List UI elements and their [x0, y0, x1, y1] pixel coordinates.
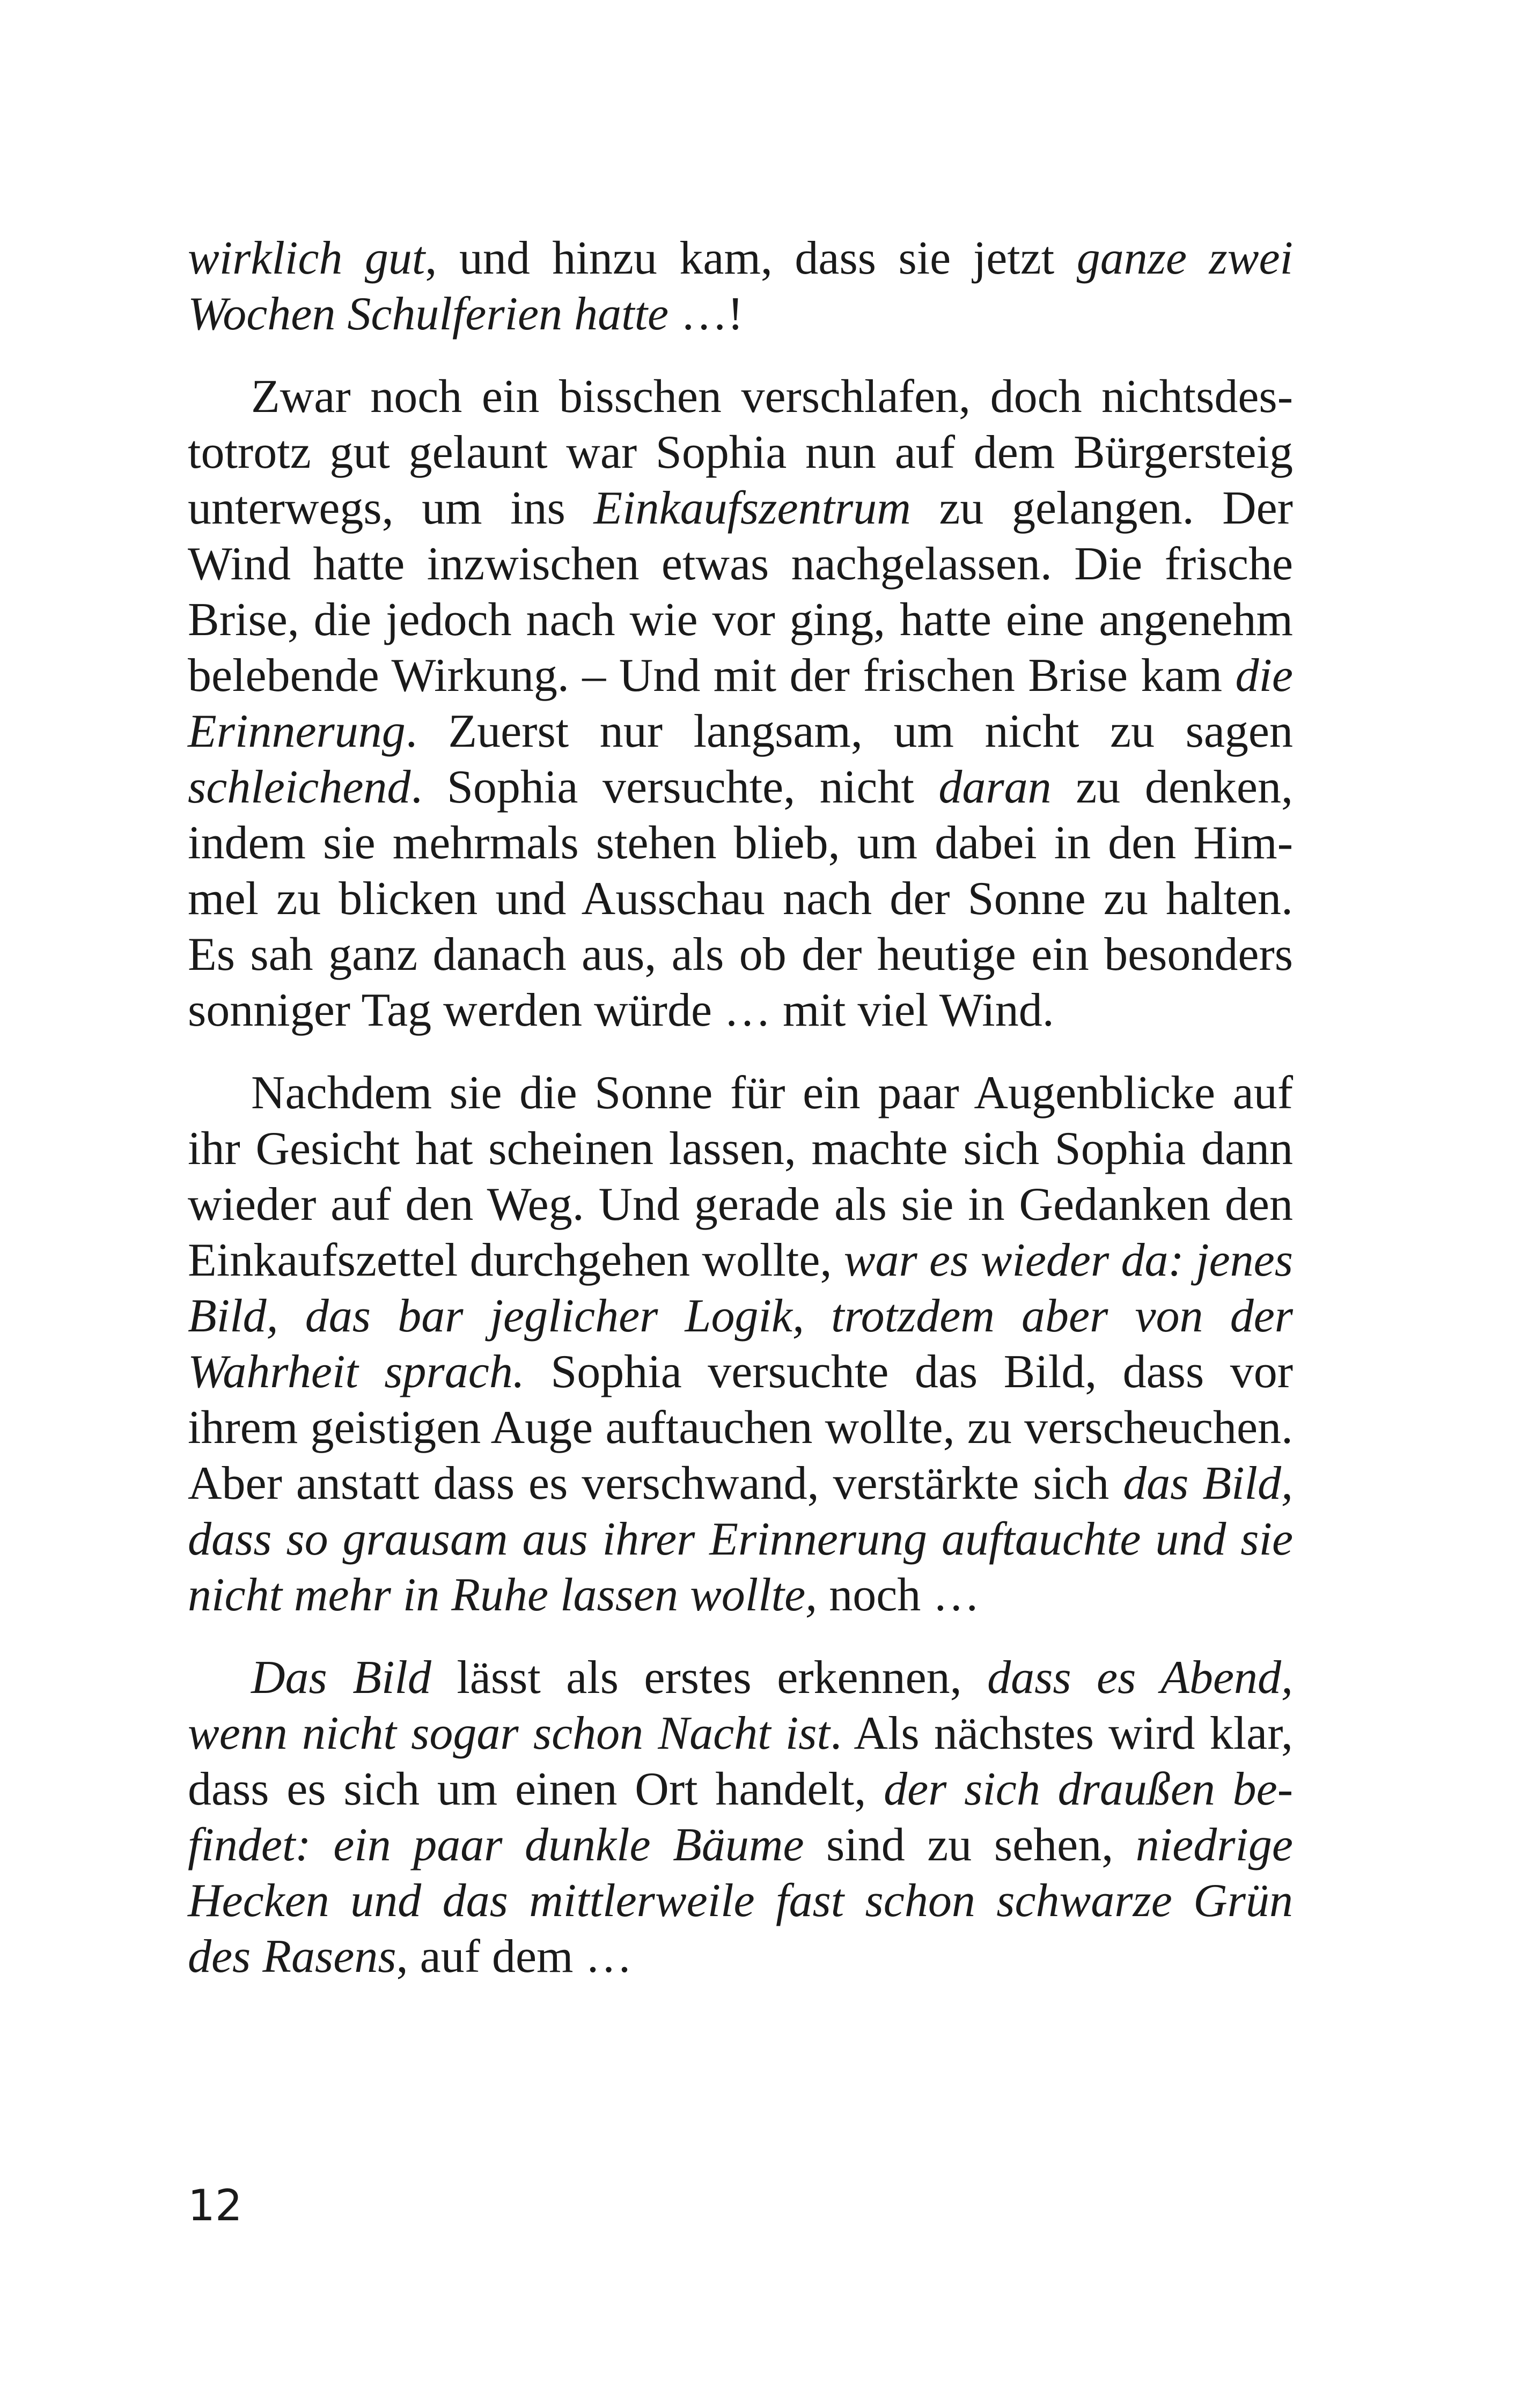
- italic-text-segment: dass es Abend, wenn nicht sogar schon Nacht ist: [188, 1652, 1293, 1759]
- italic-text-segment: wirklich gut: [188, 232, 425, 284]
- paragraph-4: [188, 1650, 1293, 1985]
- text-segment: Nachdem sie die Sonne für ein paar Augenblicke auf ihr Gesicht hat scheinen lassen, machte sich Sophia dann wieder auf den Weg. Und gerade als sie in Gedanken den Einkaufszettel durchgehen wollte,: [188, 1067, 1293, 1286]
- text-segment: , auf dem …: [396, 1931, 633, 1983]
- paragraph-1: [188, 231, 1293, 342]
- italic-text-segment: die Erinnerung: [188, 650, 1293, 757]
- italic-text-segment: das Bild, dass so grausam aus ihrer Erinnerung auftauchte und sie nicht mehr in Ruhe lassen wollte,: [188, 1457, 1293, 1621]
- paragraph-2: [188, 369, 1293, 1039]
- text-segment: zu denken, indem sie mehrmals stehen blieb, um dabei in den Himmel zu blicken und Ausschau nach der Sonne zu halten. Es sah ganz danach aus, als ob der heutige ein besonders sonniger Tag werden würde … mit viel Wind.: [188, 761, 1293, 1036]
- text-segment: . Als nächstes wird klar, dass es sich um einen Ort handelt,: [188, 1707, 1293, 1815]
- italic-text-segment: ganze zwei Wochen Schulferien hatte: [188, 232, 1293, 340]
- italic-text-segment: daran: [938, 761, 1052, 813]
- paragraph-3: [188, 1065, 1293, 1623]
- text-segment: zu gelangen. Der Wind hatte inzwischen etwas nachgelassen. Die frische Brise, die jedoch nach wie vor ging, hatte eine angenehm belebende Wirkung. – Und mit der frischen Brise kam: [188, 482, 1293, 702]
- text-segment: . Zuerst nur langsam, um nicht zu sagen: [405, 705, 1293, 757]
- body-text: [188, 231, 1293, 2012]
- text-segment: sind zu sehen,: [804, 1819, 1136, 1871]
- text-segment: . Sophia versuchte, nicht: [410, 761, 939, 813]
- italic-text-segment: war es wieder da: jenes Bild, das bar jeglicher Logik, trotzdem aber von der Wahrheit sprach.: [188, 1234, 1293, 1398]
- italic-text-segment: der sich draußen befindet: ein paar dunkle Bäume: [188, 1763, 1294, 1871]
- text-segment: Zwar noch ein bisschen verschlafen, doch nichtsdestotrotz gut gelaunt war Sophia nun auf dem Bürgersteig unterwegs, um ins: [188, 371, 1293, 534]
- text-segment: …!: [668, 288, 744, 340]
- italic-text-segment: Das Bild: [251, 1652, 431, 1704]
- italic-text-segment: Einkaufszentrum: [593, 482, 911, 534]
- italic-text-segment: niedrige Hecken und das mittlerweile fast schon schwarze Grün des Rasens: [188, 1819, 1293, 1983]
- page-number: 12: [188, 2181, 243, 2230]
- text-segment: , und hinzu kam, dass sie jetzt: [425, 232, 1077, 284]
- italic-text-segment: schleichend: [188, 761, 411, 813]
- text-segment: lässt als erstes erkennen,: [431, 1652, 988, 1704]
- text-segment: noch …: [817, 1569, 980, 1621]
- text-segment: Sophia versuchte das Bild, dass vor ihrem geistigen Auge auftauchen wollte, zu verscheuchen. Aber anstatt dass es verschwand, verstärkte sich: [188, 1346, 1293, 1509]
